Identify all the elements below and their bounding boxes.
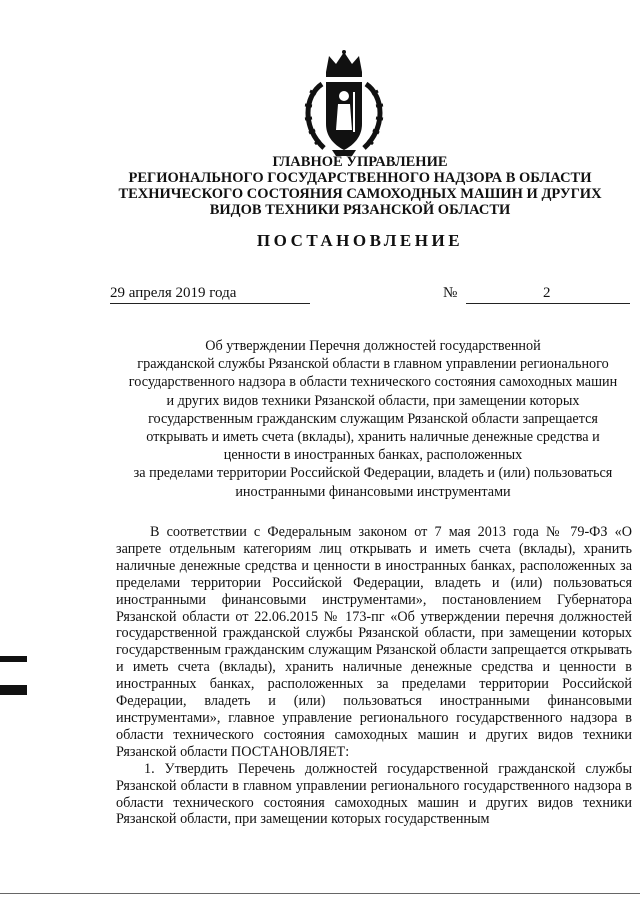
subject-line: государственным гражданским служащим Рязанской области запрещается (148, 410, 598, 427)
body-paragraph: 1. Утвердить Перечень должностей государственной гражданской службы Рязанской области в главном управлении регионального государственного надзора в области технического состояния самоходных машин и других видов техники Рязанской области, при замещении которых государственным (116, 760, 632, 828)
page-bottom-edge (0, 893, 640, 894)
document-number: 2 (543, 285, 551, 301)
body-paragraph: В соответствии с Федеральным законом от 7 мая 2013 года № 79-ФЗ «О запрете отдельным категориям лиц открывать и иметь счета (вклады), хранить наличные денежные средства и ценности в иностранных банках, расположенных за пределами территории Российской Федерации, владеть и (или) пользоваться иностранными финансовыми инструментами», постановлением Губернатора Рязанской области от 22.06.2015 № 173-пг «Об утверждении перечня должностей государственной гражданской службы Рязанской области, при замещении которых государственным гражданским служащим Рязанской области запрещается открывать и иметь счета (вклады), хранить наличные денежные средства и ценности в иностранных банках, расположенных за пределами территории Российской Федерации, владеть и (или) пользоваться иностранными финансовыми инструментами», главное управление регионального государственного надзора в области технического состояния самоходных машин и других видов техники Рязанской области ПОСТАНОВЛЯЕТ: (116, 524, 632, 760)
document-subject (98, 337, 640, 501)
date-underline (110, 303, 310, 304)
coat-of-arms-icon (296, 50, 392, 162)
subject-line: открывать и иметь счета (вклады), хранить наличные денежные средства и (146, 429, 600, 446)
scan-margin-mark (0, 656, 27, 662)
scan-margin-mark (0, 685, 27, 695)
subject-line: иностранными финансовыми инструментами (235, 483, 511, 500)
header-line: ВИДОВ ТЕХНИКИ РЯЗАНСКОЙ ОБЛАСТИ (209, 202, 511, 218)
subject-line: ценности в иностранных банках, расположенных (223, 447, 523, 464)
subject-line: и других видов техники Рязанской области, при замещении которых (166, 392, 580, 409)
authority-header (90, 154, 630, 218)
header-line: ТЕХНИЧЕСКОГО СОСТОЯНИЯ САМОХОДНЫХ МАШИН И ДРУГИХ (118, 186, 602, 202)
document-type-title: ПОСТАНОВЛЕНИЕ (256, 231, 464, 250)
document-body (116, 524, 632, 828)
number-label: № (443, 285, 458, 301)
document-date: 29 апреля 2019 года (110, 285, 237, 301)
number-underline (466, 303, 630, 304)
header-line: РЕГИОНАЛЬНОГО ГОСУДАРСТВЕННОГО НАДЗОРА В ОБЛАСТИ (128, 170, 592, 186)
subject-line: за пределами территории Российской Федерации, владеть и (или) пользоваться (133, 465, 613, 482)
subject-line: государственного надзора в области технического состояния самоходных машин (128, 374, 618, 391)
header-line: ГЛАВНОЕ УПРАВЛЕНИЕ (272, 154, 448, 170)
subject-line: Об утверждении Перечня должностей государственной (205, 338, 541, 354)
subject-line: гражданской службы Рязанской области в главном управлении регионального (137, 356, 609, 373)
